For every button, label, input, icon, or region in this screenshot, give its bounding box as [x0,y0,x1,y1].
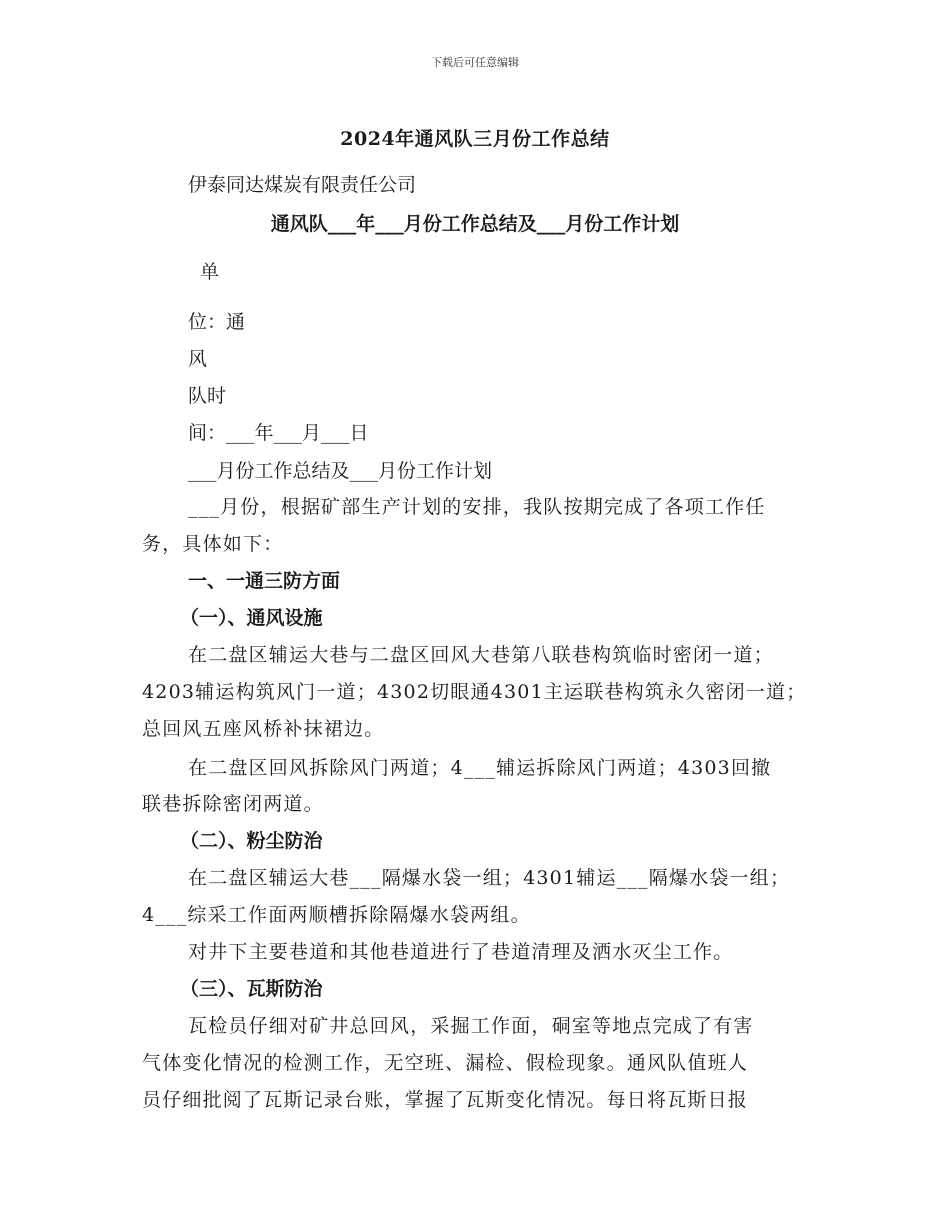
paragraph-line: 联巷拆除密闭两道。 [142,793,324,815]
section-heading: 一、一通三防方面 [188,570,341,592]
plan-line: ___月份工作总结及___月份工作计划 [188,460,493,482]
page-header-note: 下载后可任意编辑 [431,56,519,69]
paragraph-line: 在二盘区回风拆除风门两道；4___辅运拆除风门两道；4303回撤 [188,757,772,779]
report-subtitle: 通风队___年___月份工作总结及___月份工作计划 [270,213,680,235]
date-line: 间：___年___月___日 [188,422,369,444]
paragraph-line: 在二盘区辅运大巷与二盘区回风大巷第八联巷构筑临时密闭一道； [188,644,774,666]
intro-line: 务，具体如下： [142,533,284,555]
unit-line: 风 [188,348,208,370]
document-title: 2024年通风队三月份工作总结 [340,128,610,150]
unit-line: 位：通 [188,311,246,333]
paragraph-line: 气体变化情况的检测工作，无空班、漏检、假检现象。通风队值班人 [142,1052,749,1074]
paragraph-line: 在二盘区辅运大巷___隔爆水袋一组；4301辅运___隔爆水袋一组； [188,867,791,889]
subsection-heading: （一）、通风设施 [180,607,323,629]
paragraph-line: 瓦检员仔细对矿井总回风，采掘工作面，硐室等地点完成了有害 [188,1015,754,1037]
subsection-heading: （二）、粉尘防治 [180,830,323,852]
company-name: 伊泰同达煤炭有限责任公司 [188,174,417,196]
unit-line: 队时 [188,385,227,407]
subsection-heading: （三）、瓦斯防治 [180,978,323,1000]
paragraph-line: 员仔细批阅了瓦斯记录台账，掌握了瓦斯变化情况。每日将瓦斯日报 [142,1089,749,1111]
intro-line: ___月份，根据矿部生产计划的安排，我队按期完成了各项工作任 [188,496,766,518]
paragraph-line: 对井下主要巷道和其他巷道进行了巷道清理及洒水灭尘工作。 [188,941,734,963]
paragraph-line: 4___综采工作面两顺槽拆除隔爆水袋两组。 [142,904,531,926]
paragraph-line: 总回风五座风桥补抹裙边。 [142,718,385,740]
paragraph-line: 4203辅运构筑风门一道；4302切眼通4301主运联巷构筑永久密闭一道； [142,681,807,703]
unit-line: 单 [200,261,220,283]
